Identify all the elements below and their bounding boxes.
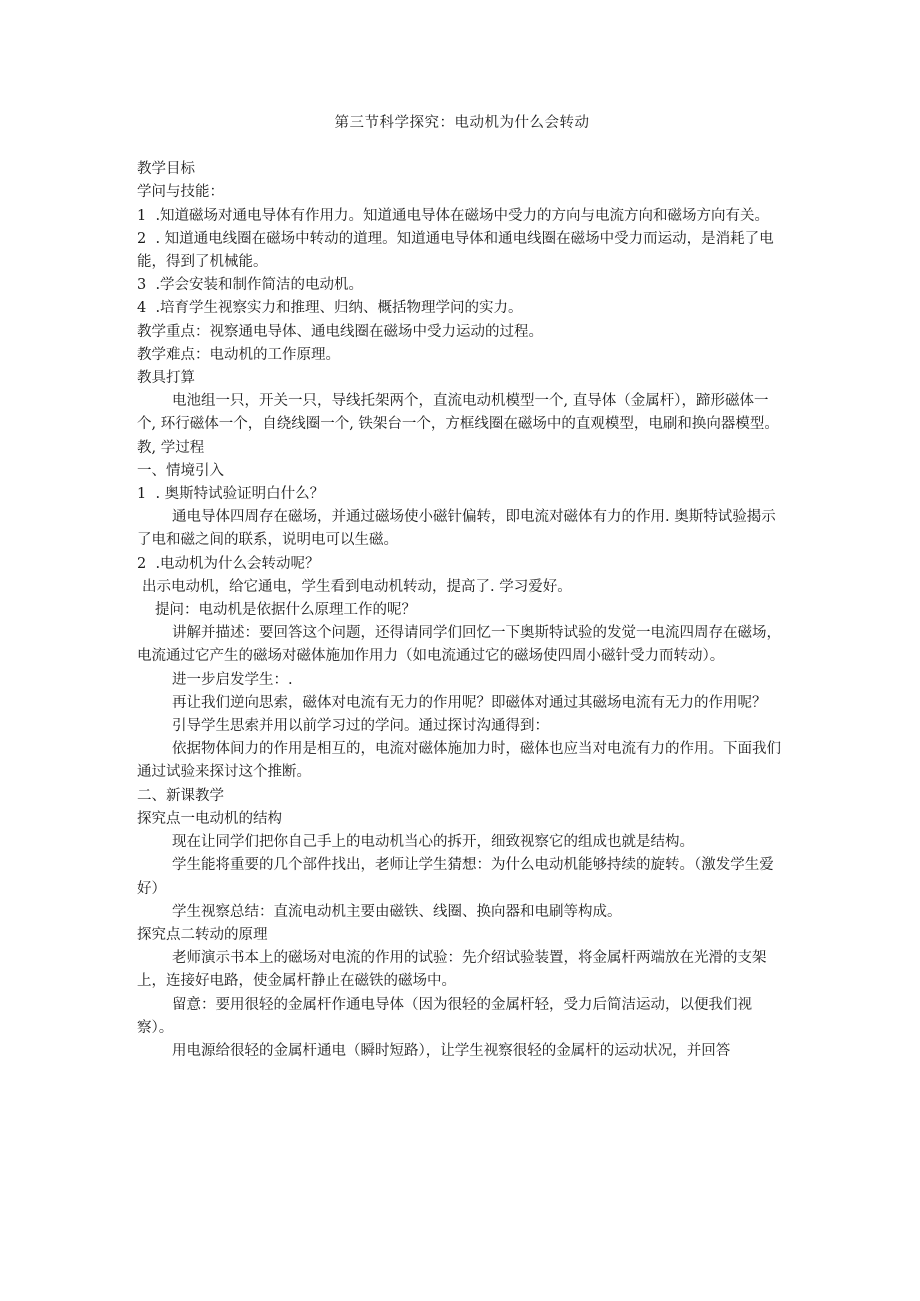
paragraph: 老师演示书本上的磁场对电流的作用的试验：先介绍试验装置，将金属杆两端放在光滑的支架上，连接好电路，使金属杆静止在磁铁的磁场中。 bbox=[137, 950, 767, 990]
paragraph: 用电源给很轻的金属杆通电（瞬时短路），让学生视察很轻的金属杆的运动状况，并回答 bbox=[172, 1042, 731, 1059]
paragraph: 提问：电动机是依据什么原理工作的呢？ bbox=[155, 602, 416, 619]
document-body bbox=[137, 112, 787, 1063]
section-heading: 一、情境引入 bbox=[137, 462, 224, 479]
paragraph: 出示电动机，给它通电，学生看到电动机转动，提高了. 学习爱好。 bbox=[142, 578, 572, 595]
paragraph: 教学重点：视察通电导体、通电线圈在磁场中受力运动的过程。 bbox=[137, 323, 543, 340]
paragraph: 电池组一只，开关一只，导线托架两个，直流电动机模型一个, 直导体（金属杆），蹄形磁体一个, 环行磁体一个，自绕线圈一个, 铁架台一个，方框线圈在磁场中的直观模型，电刷和换向器模型。 bbox=[137, 393, 779, 433]
section-heading: 教, 学过程 bbox=[137, 439, 205, 456]
section-heading: 二、新课教学 bbox=[137, 787, 224, 804]
paragraph: 依据物体间力的作用是相互的，电流对磁体施加力时，磁体也应当对电流有力的作用。下面我们通过试验来探讨这个推断。 bbox=[137, 741, 781, 781]
paragraph: 学生能将重要的几个部件找出，老师让学生猜想：为什么电动机能够持续的旋转。（激发学生爱好） bbox=[137, 857, 774, 897]
paragraph: 引导学生思索并用以前学习过的学问。通过探讨沟通得到： bbox=[172, 718, 549, 735]
numbered-item: 3 .学会安装和制作简洁的电动机。 bbox=[137, 277, 364, 294]
section-heading: 教学目标 bbox=[137, 161, 195, 178]
section-heading: 教具打算 bbox=[137, 370, 195, 387]
paragraph: 教学难点：电动机的工作原理。 bbox=[137, 346, 340, 363]
numbered-item: 2 . 知道通电线圈在磁场中转动的道理。知道通电导体和通电线圈在磁场中受力而运动，是消耗了电能，得到了机械能。 bbox=[137, 230, 774, 271]
paragraph: 再让我们逆向思索，磁体对电流有无力的作用呢？即磁体对通过其磁场电流有无力的作用呢？ bbox=[172, 694, 767, 711]
subheading: 学问与技能： bbox=[137, 184, 224, 201]
paragraph: 现在让同学们把你自己手上的电动机当心的拆开，细致视察它的组成也就是结构。 bbox=[172, 834, 694, 851]
paragraph: 通电导体四周存在磁场，并通过磁场使小磁针偏转，即电流对磁体有力的作用. 奥斯特试验揭示了电和磁之间的联系，说明电可以生磁。 bbox=[137, 509, 776, 549]
subheading: 探究点二转动的原理 bbox=[137, 926, 268, 943]
numbered-item: 1 .知道磁场对通电导体有作用力。知道通电导体在磁场中受力的方向与电流方向和磁场方向有关。 bbox=[137, 207, 770, 224]
paragraph: 讲解并描述：要回答这个问题，还得请同学们回忆一下奥斯特试验的发觉一电流四周存在磁场，电流通过它产生的磁场对磁体施加作用力（如电流通过它的磁场使四周小磁针受力而转动）。 bbox=[137, 625, 781, 665]
paragraph: 进一步启发学生：. bbox=[172, 671, 293, 688]
paragraph: 留意：要用很轻的金属杆作通电导体（因为很轻的金属杆轻，受力后简洁运动，以便我们视察）。 bbox=[137, 996, 752, 1036]
numbered-item: 2 .电动机为什么会转动呢？ bbox=[137, 555, 320, 572]
page-title: 第三节科学探究：电动机为什么会转动 bbox=[334, 115, 590, 131]
numbered-item: 4 .培育学生视察实力和推理、归纳、概括物理学问的实力。 bbox=[137, 300, 523, 317]
subheading: 探究点一电动机的结构 bbox=[137, 810, 282, 827]
numbered-item: 1 . 奥斯特试验证明白什么？ bbox=[137, 486, 325, 503]
paragraph: 学生视察总结：直流电动机主要由磁铁、线圈、换向器和电刷等构成。 bbox=[172, 903, 622, 920]
